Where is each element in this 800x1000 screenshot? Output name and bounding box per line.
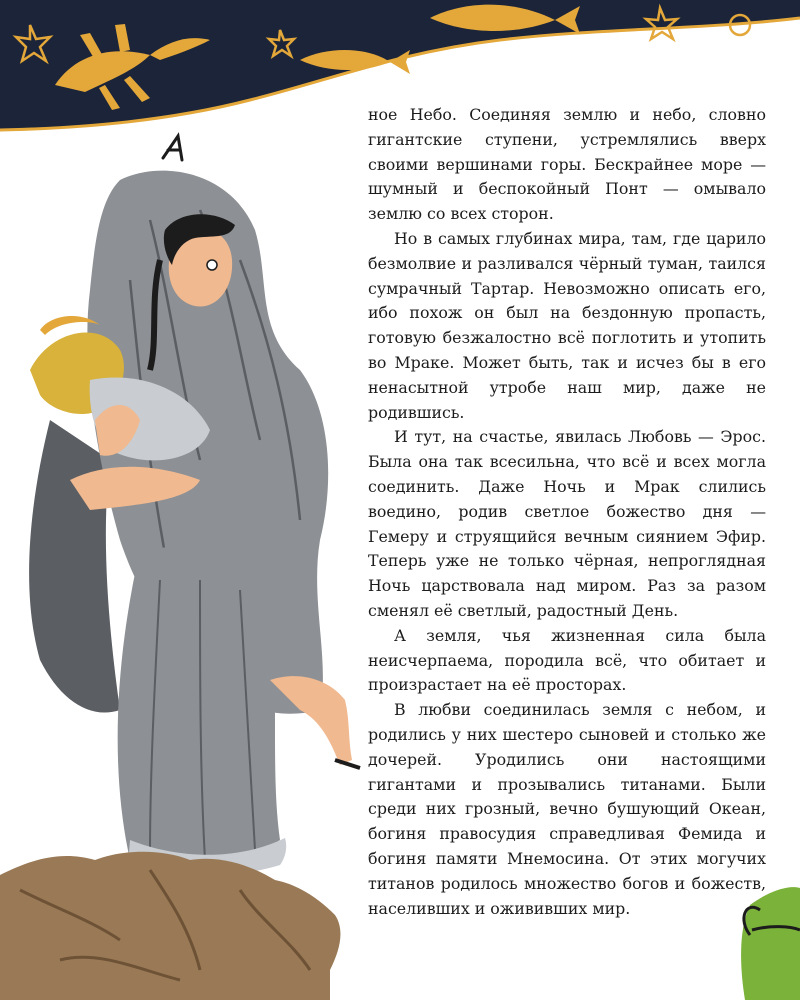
story-text bbox=[368, 103, 766, 921]
paragraph: И тут, на счастье, явилась Любовь — Эрос. Была она так всесильна, что всё и всех могла соединить. Даже Ночь и Мрак слились воедино, родив светлое божество дня — Гемеру и струящийся вечным сиянием Эфир. Теперь уже не только чёрная, непроглядная Ночь царствовала над миром. Раз за разом сменял её светлый, радостный День. bbox=[368, 427, 766, 620]
paragraph: ное Небо. Соединяя землю и небо, словно гигантские ступени, устремлялись вверх своими вершинами горы. Бескрайнее море — шумный и беспокойный Понт — омывало землю со всех сторон. bbox=[368, 105, 766, 224]
paragraph: А земля, чья жизненная сила была неисчерпаема, породила всё, что обитает и произрастает на её просторах. bbox=[368, 625, 766, 695]
paragraph: В любви соединилась земля с небом, и родились у них шестеро сыновей и столько же дочерей. Уродились они настоящими гигантами и прозывались титанами. Были среди них грозный, вечно бушующий Океан, богиня правосудия справедливая Фемида и богиня памяти Мнемосина. От этих могучих титанов родилось множество богов и божеств, населивших и ожививших мир. bbox=[368, 700, 766, 918]
paragraph: Но в самых глубинах мира, там, где царило безмолвие и разливался чёрный туман, таился сумрачный Тартар. Невозможно описать его, ибо похож он был на бездонную пропасть, готовую безжалостно всё поглотить и утопить во Мраке. Может быть, так и исчез бы в его ненасытной утробе наш мир, даже не родившись. bbox=[368, 228, 766, 422]
